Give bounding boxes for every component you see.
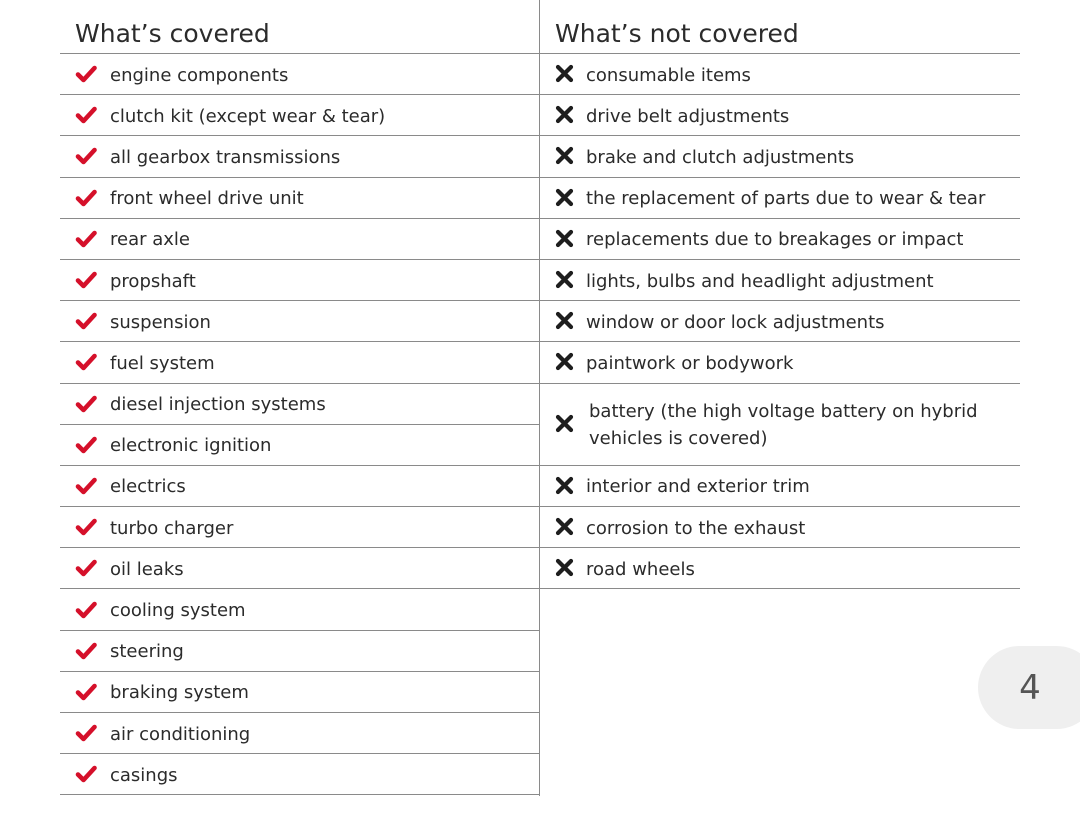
list-item <box>540 219 1020 260</box>
cross-icon <box>553 178 577 218</box>
check-icon <box>74 713 98 753</box>
list-item-label: all gearbox transmissions <box>110 146 341 168</box>
list-item-label: braking system <box>110 682 249 704</box>
list-item <box>540 466 1020 507</box>
check-icon <box>74 672 98 712</box>
cross-icon <box>553 342 577 382</box>
cross-icon <box>553 384 577 465</box>
list-item-label: cooling system <box>110 600 246 622</box>
list-item <box>540 136 1020 177</box>
list-item <box>540 301 1020 342</box>
check-icon <box>74 589 98 629</box>
cross-icon <box>553 548 577 588</box>
list-item <box>540 95 1020 136</box>
not-covered-column <box>540 0 1020 589</box>
list-item <box>60 95 539 136</box>
check-icon <box>74 466 98 506</box>
list-item-label: battery (the high voltage battery on hybrid vehicles is covered) <box>589 401 978 450</box>
check-icon <box>74 260 98 300</box>
check-icon <box>74 342 98 382</box>
cross-icon <box>553 260 577 300</box>
list-item <box>60 631 539 672</box>
covered-column <box>60 0 540 796</box>
check-icon <box>74 54 98 94</box>
check-icon <box>74 219 98 259</box>
check-icon <box>74 754 98 794</box>
list-item <box>60 260 539 301</box>
cross-icon <box>553 466 577 506</box>
list-item-label: rear axle <box>110 229 190 251</box>
list-item-label: replacements due to breakages or impact <box>586 229 964 251</box>
list-item <box>60 219 539 260</box>
not-covered-heading: What’s not covered <box>540 0 1020 54</box>
list-item <box>60 425 539 466</box>
list-item <box>540 54 1020 95</box>
list-item-label: drive belt adjustments <box>586 105 790 127</box>
list-item <box>540 342 1020 383</box>
check-icon <box>74 425 98 465</box>
list-item-label: propshaft <box>110 270 196 292</box>
list-item-label: turbo charger <box>110 517 234 539</box>
list-item-label: engine components <box>110 64 289 86</box>
list-item <box>60 466 539 507</box>
check-icon <box>74 136 98 176</box>
cross-icon <box>553 95 577 135</box>
list-item-label: oil leaks <box>110 558 184 580</box>
cross-icon <box>553 54 577 94</box>
list-item <box>60 178 539 219</box>
check-icon <box>74 178 98 218</box>
list-item-label: clutch kit (except wear & tear) <box>110 105 386 127</box>
list-item-label: steering <box>110 641 184 663</box>
cross-icon <box>553 507 577 547</box>
list-item <box>540 178 1020 219</box>
list-item <box>60 713 539 754</box>
list-item-label: air conditioning <box>110 723 251 745</box>
list-item-label: the replacement of parts due to wear & tear <box>586 188 986 210</box>
list-item-label: corrosion to the exhaust <box>586 517 806 539</box>
list-item-label: road wheels <box>586 558 695 580</box>
cross-icon <box>553 136 577 176</box>
list-item-label: electrics <box>110 476 186 498</box>
cross-icon <box>553 301 577 341</box>
list-item <box>60 136 539 177</box>
list-item <box>60 548 539 589</box>
list-item <box>60 589 539 630</box>
list-item <box>60 54 539 95</box>
list-item <box>540 260 1020 301</box>
list-item <box>60 754 539 795</box>
not-covered-list <box>540 54 1020 589</box>
list-item-label: window or door lock adjustments <box>586 311 885 333</box>
check-icon <box>74 95 98 135</box>
check-icon <box>74 507 98 547</box>
list-item <box>540 548 1020 589</box>
list-item <box>60 384 539 425</box>
list-item-label: suspension <box>110 311 211 333</box>
list-item <box>60 342 539 383</box>
list-item-label: diesel injection systems <box>110 394 326 416</box>
list-item <box>540 507 1020 548</box>
cross-icon <box>553 219 577 259</box>
page-number: 4 <box>1019 668 1041 708</box>
list-item-label: lights, bulbs and headlight adjustment <box>586 270 934 292</box>
list-item-label: paintwork or bodywork <box>586 352 794 374</box>
list-item-label: casings <box>110 764 178 786</box>
list-item-label: fuel system <box>110 352 215 374</box>
check-icon <box>74 384 98 424</box>
list-item <box>60 672 539 713</box>
list-item-label: interior and exterior trim <box>586 476 810 498</box>
list-item <box>60 301 539 342</box>
list-item <box>60 507 539 548</box>
list-item <box>540 384 1020 466</box>
list-item-label: front wheel drive unit <box>110 188 304 210</box>
check-icon <box>74 301 98 341</box>
covered-list <box>60 54 539 795</box>
list-item-label: brake and clutch adjustments <box>586 146 855 168</box>
list-item-label: electronic ignition <box>110 435 272 457</box>
list-item-label: consumable items <box>586 64 751 86</box>
check-icon <box>74 548 98 588</box>
covered-heading: What’s covered <box>60 0 539 54</box>
check-icon <box>74 631 98 671</box>
